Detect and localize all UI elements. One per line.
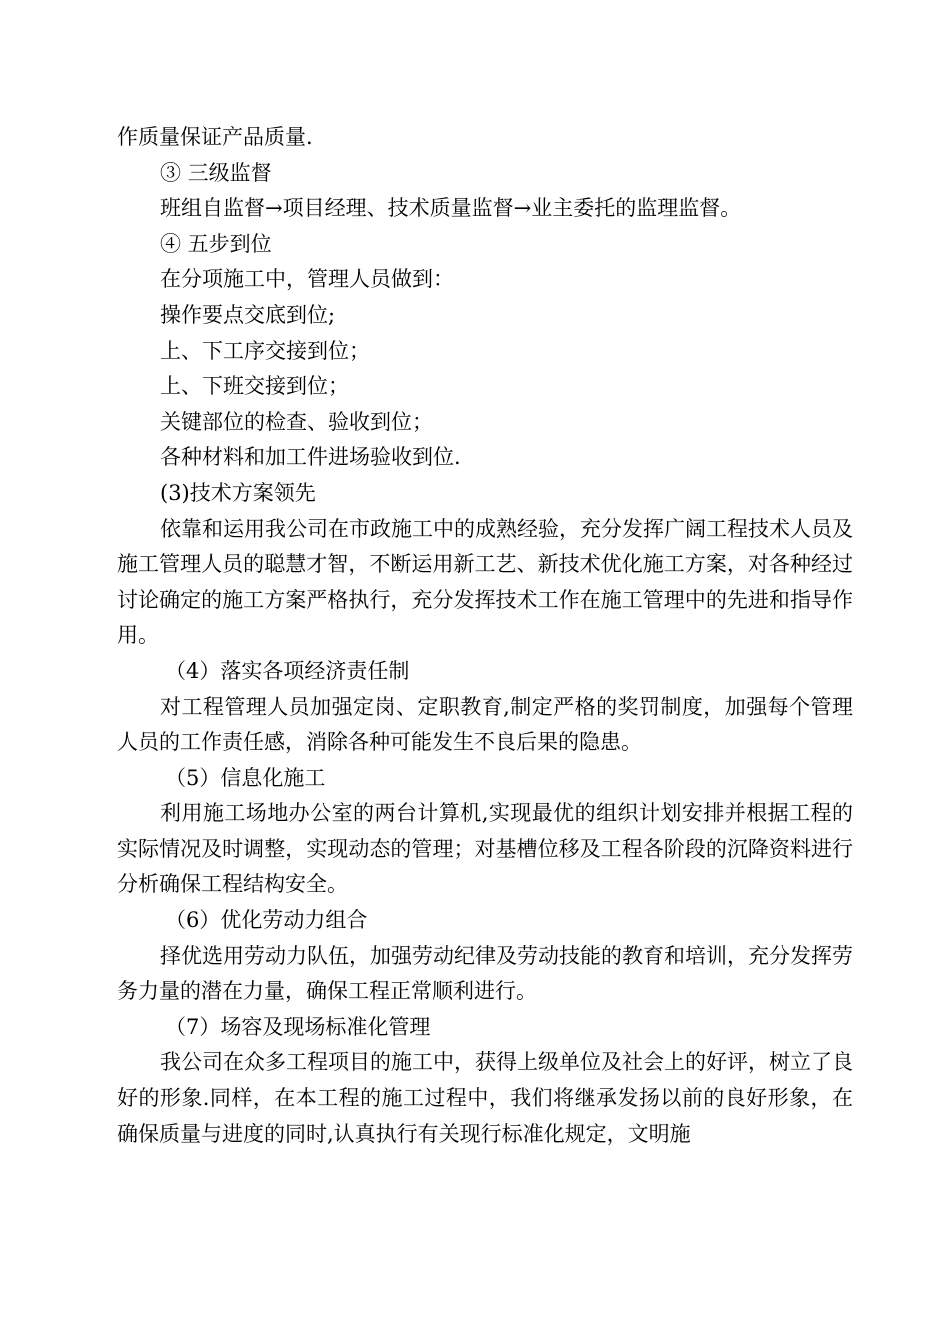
paragraph-economic-responsibility: 对工程管理人员加强定岗、定职教育,制定严格的奖罚制度，加强每个管理人员的工作责任感，消除各种可能发生不良后果的隐患。	[117, 694, 853, 755]
list-item-step-5: 各种材料和加工件进场验收到位.	[160, 445, 461, 470]
paragraph-technical-plan: 依靠和运用我公司在市政施工中的成熟经验，充分发挥广阔工程技术人员及施工管理人员的聪慧才智，不断运用新工艺、新技术优化施工方案，对各种经过讨论确定的施工方案严格执行，充分发挥技术工作在施工管理中的先进和指导作用。	[117, 516, 853, 648]
paragraph-labor-optimization: 择优选用劳动力队伍，加强劳动纪律及劳动技能的教育和培训，充分发挥劳务力量的潜在力量，确保工程正常顺利进行。	[117, 943, 853, 1004]
list-item-step-3: 上、下班交接到位；	[160, 374, 349, 399]
list-item-step-2: 上、下工序交接到位；	[160, 338, 370, 363]
heading-technical-plan: (3)技术方案领先	[160, 480, 316, 505]
heading-informatized-construction: （5）信息化施工	[165, 765, 326, 790]
heading-labor-optimization: （6）优化劳动力组合	[165, 908, 368, 933]
list-item-step-1: 操作要点交底到位;	[160, 302, 336, 327]
heading-economic-responsibility: （4）落实各项经济责任制	[165, 658, 410, 683]
paragraph-supervision-chain: 班组自监督→项目经理、技术质量监督→业主委托的监理监督。	[160, 196, 742, 221]
heading-three-level-supervision: ③ 三级监督	[160, 160, 272, 185]
heading-site-standardization: （7）场容及现场标准化管理	[165, 1014, 431, 1039]
paragraph-informatized-construction: 利用施工场地办公室的两台计算机,实现最优的组织计划安排并根据工程的实际情况及时调整，实现动态的管理；对基槽位移及工程各阶段的沉降资料进行分析确保工程结构安全。	[117, 801, 853, 897]
document-body	[117, 120, 853, 1152]
paragraph-continuation: 作质量保证产品质量.	[117, 125, 313, 149]
paragraph-five-steps-intro: 在分项施工中，管理人员做到：	[160, 267, 454, 292]
paragraph-site-standardization: 我公司在众多工程项目的施工中，获得上级单位及社会上的好评，树立了良好的形象.同样，在本工程的施工过程中，我们将继承发扬以前的良好形象，在确保质量与进度的同时,认真执行有关现行标准化规定，文明施	[117, 1050, 853, 1146]
list-item-step-4: 关键部位的检查、验收到位；	[160, 409, 433, 434]
heading-five-steps: ④ 五步到位	[160, 231, 272, 256]
